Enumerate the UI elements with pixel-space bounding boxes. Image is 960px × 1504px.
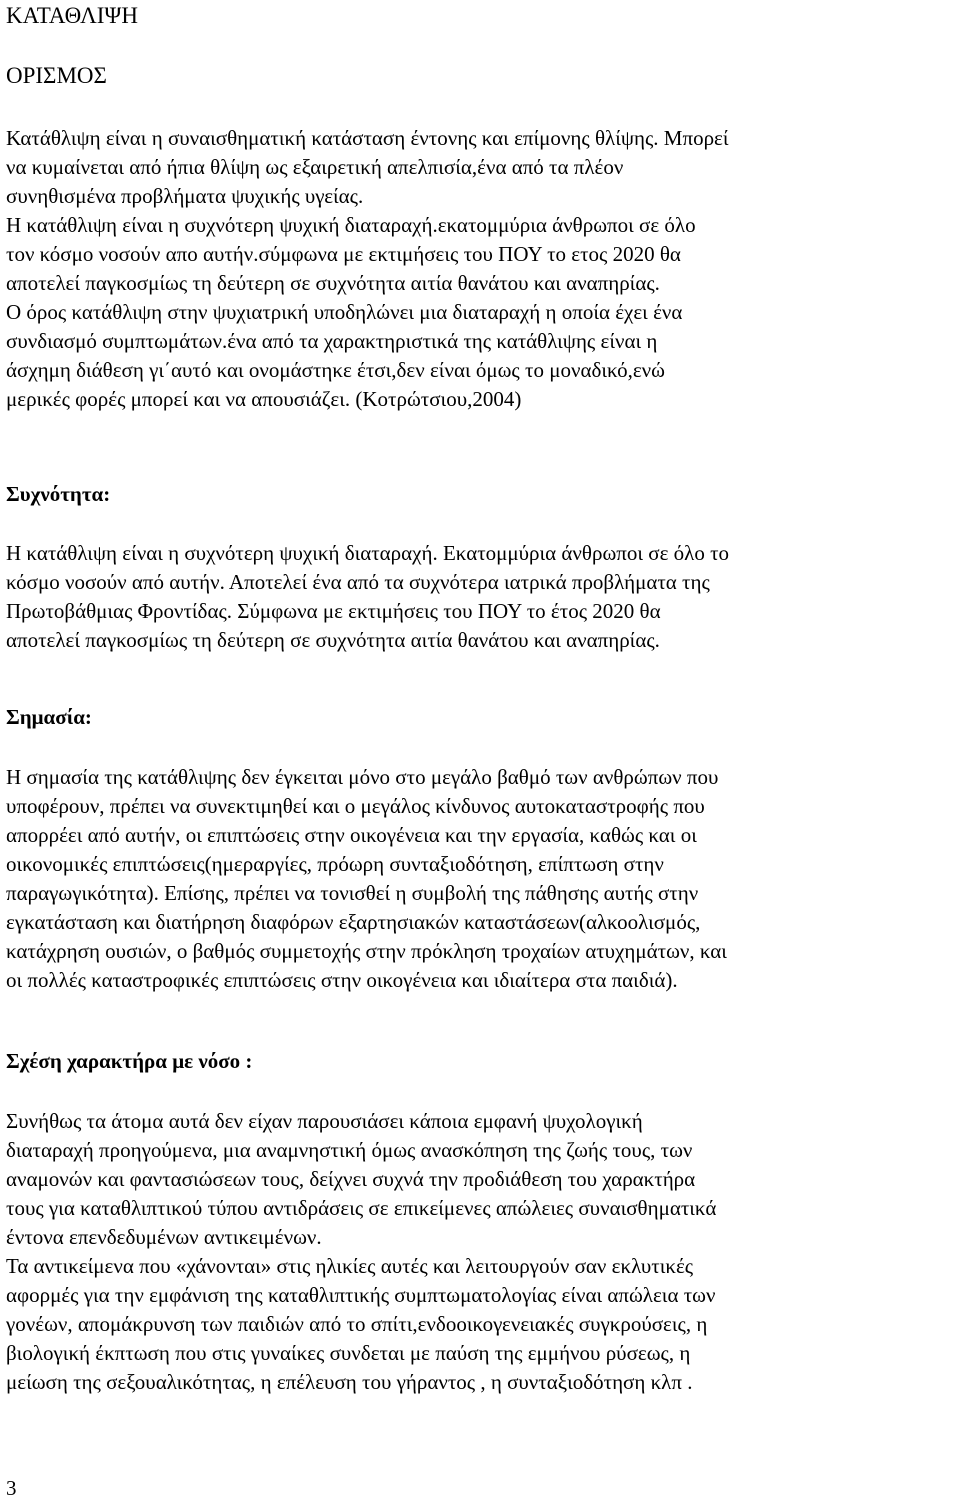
significance-line: Η σημασία της κατάθλιψης δεν έγκειται μόνο στο μεγάλο βαθμό των ανθρώπων που [6, 765, 719, 789]
definition-line: Η κατάθλιψη είναι η συχνότερη ψυχική διαταραχή.εκατομμύρια άνθρωποι σε όλο [6, 213, 696, 237]
frequency-paragraph [6, 539, 954, 655]
character-line: διαταραχή προηγούμενα, μια αναμνηστική όμως ανασκόπηση της ζωής τους, των [6, 1138, 693, 1162]
frequency-line: Πρωτοβάθμιας Φροντίδας. Σύμφωνα με εκτιμήσεις του ΠΟΥ το έτος 2020 θα [6, 599, 661, 623]
definition-line: τον κόσμο νοσούν απο αυτήν.σύμφωνα με εκτιμήσεις του ΠΟΥ το ετος 2020 θα [6, 242, 681, 266]
definition-line: να κυμαίνεται από ήπια θλίψη ως εξαιρετική απελπισία,ένα από τα πλέον [6, 155, 624, 179]
character-line: αφορμές για την εμφάνιση της καταθλιπτικής συμπτωματολογίας είναι απώλεια των [6, 1283, 716, 1307]
significance-heading: Σημασία: [6, 705, 92, 729]
document-title: ΚΑΤΑΘΛΙΨΗ [6, 3, 138, 28]
definition-line: άσχημη διάθεση γι΄αυτό και ονομάστηκε έτσι,δεν είναι όμως το μοναδικό,ενώ [6, 358, 665, 382]
character-line: Τα αντικείμενα που «χάνονται» στις ηλικίες αυτές και λειτουργούν σαν εκλυτικές [6, 1254, 694, 1278]
significance-paragraph [6, 763, 954, 995]
character-line: αναμονών και φαντασιώσεων τους, δείχνει συχνά την προδιάθεση του χαρακτήρα [6, 1167, 696, 1191]
definition-line: αποτελεί παγκοσμίως τη δεύτερη σε συχνότητα αιτία θανάτου και αναπηρίας. [6, 271, 660, 295]
frequency-heading: Συχνότητα: [6, 482, 111, 506]
definition-line: μερικές φορές μπορεί και να απουσιάζει. (Κοτρώτσιου,2004) [6, 387, 522, 411]
definition-line: συνδιασμό συμπτωμάτων.ένα από τα χαρακτηριστικά της κατάθλιψης είναι η [6, 329, 658, 353]
significance-line: απορρέει από αυτήν, οι επιπτώσεις στην οικογένεια και την εργασία, καθώς και οι [6, 823, 697, 847]
definition-line: Ο όρος κατάθλιψη στην ψυχιατρική υποδηλώνει μια διαταραχή η οποία έχει ένα [6, 300, 683, 324]
definition-paragraph [6, 124, 954, 414]
frequency-line: κόσμο νοσούν από αυτήν. Αποτελεί ένα από τα συχνότερα ιατρικά προβλήματα της [6, 570, 710, 594]
significance-line: υποφέρουν, πρέπει να συνεκτιμηθεί και ο μεγάλος κίνδυνος αυτοκαταστροφής που [6, 794, 705, 818]
definition-line: συνηθισμένα προβλήματα ψυχικής υγείας. [6, 184, 364, 208]
character-heading: Σχέση χαρακτήρα με νόσο : [6, 1049, 253, 1073]
significance-line: παραγωγικότητα). Επίσης, πρέπει να τονισθεί η συμβολή της πάθησης αυτής στην [6, 881, 699, 905]
character-line: τους για καταθλιπτικού τύπου αντιδράσεις σε επικείμενες απώλειες συναισθηματικά [6, 1196, 717, 1220]
significance-line: οικονομικές επιπτώσεις(ημεραργίες, πρόωρη συνταξιοδότηση, επίπτωση στην [6, 852, 664, 876]
significance-line: οι πολλές καταστροφικές επιπτώσεις στην οικογένεια και ιδιαίτερα στα παιδιά). [6, 968, 678, 992]
character-paragraph [6, 1107, 954, 1397]
character-line: γονέων, απομάκρυνση των παιδιών από το σπίτι,ενδοοικογενειακές συγκρούσεις, η [6, 1312, 708, 1336]
significance-line: εγκατάσταση και διατήρηση διαφόρων εξαρτησιακών καταστάσεων(αλκοολισμός, [6, 910, 701, 934]
frequency-line: αποτελεί παγκοσμίως τη δεύτερη σε συχνότητα αιτία θανάτου και αναπηρίας. [6, 628, 660, 652]
significance-line: κατάχρηση ουσιών, ο βαθμός συμμετοχής στην πρόκληση τροχαίων ατυχημάτων, και [6, 939, 727, 963]
frequency-line: Η κατάθλιψη είναι η συχνότερη ψυχική διαταραχή. Εκατομμύρια άνθρωποι σε όλο το [6, 541, 730, 565]
definition-line: Κατάθλιψη είναι η συναισθηματική κατάσταση έντονης και επίμονης θλίψης. Μπορεί [6, 126, 729, 150]
definition-heading: ΟΡΙΣΜΟΣ [6, 63, 107, 88]
page-number: 3 [6, 1476, 17, 1500]
character-line: μείωση της σεξουαλικότητας, η επέλευση του γήραντος , η συνταξιοδότηση κλπ . [6, 1370, 693, 1394]
character-line: βιολογική έκπτωση που στις γυναίκες συνδεται με παύση της εμμήνου ρύσεως, η [6, 1341, 691, 1365]
character-line: Συνήθως τα άτομα αυτά δεν είχαν παρουσιάσει κάποια εμφανή ψυχολογική [6, 1109, 643, 1133]
character-line: έντονα επενδεδυμένων αντικειμένων. [6, 1225, 322, 1249]
